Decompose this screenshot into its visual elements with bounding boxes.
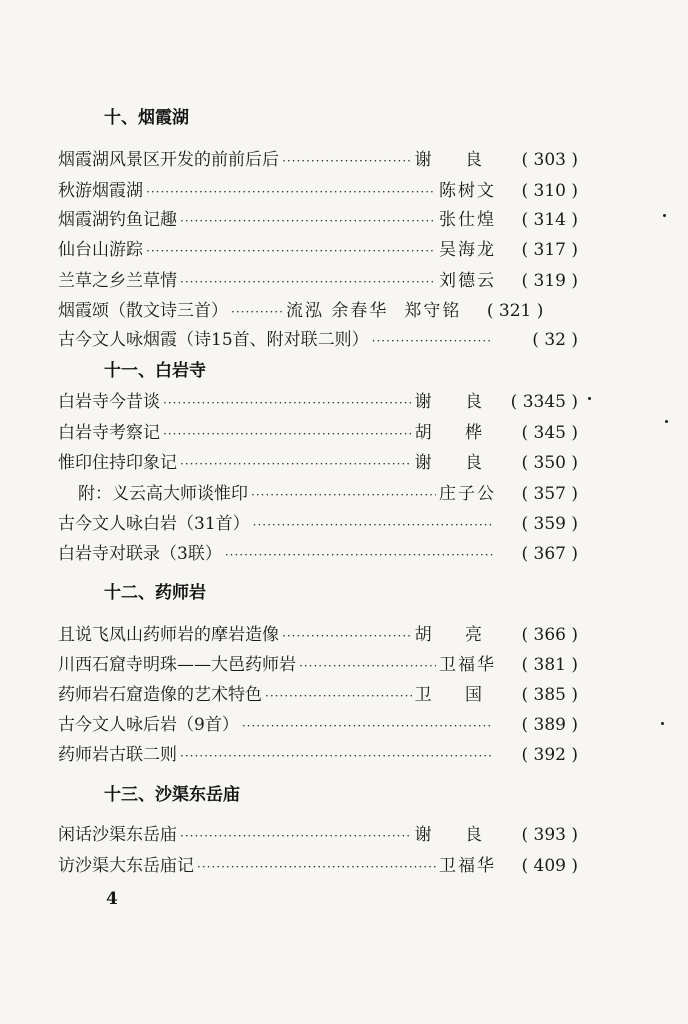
entry-title: 川西石窟寺明珠——大邑药师岩 xyxy=(58,655,296,675)
entry-author: 胡 桦 xyxy=(414,423,496,443)
entry-page: ( 381 ) xyxy=(521,655,578,675)
entry-page: ( 350 ) xyxy=(521,453,578,473)
toc-entry xyxy=(58,680,578,704)
entry-title: 闲话沙渠东岳庙 xyxy=(58,825,177,845)
toc-entry xyxy=(58,710,578,734)
toc-entry xyxy=(78,479,578,503)
entry-title: 烟霞湖风景区开发的前前后后 xyxy=(58,150,279,170)
entry-author: 谢 良 xyxy=(414,150,496,170)
section-heading-10: 十、烟霞湖 xyxy=(104,108,189,128)
leader-dots xyxy=(197,860,436,874)
entry-page: ( 389 ) xyxy=(521,715,578,735)
entry-title: 且说飞凤山药师岩的摩岩造像 xyxy=(58,625,279,645)
entry-author: 吴海龙 xyxy=(439,240,496,260)
leader-dots xyxy=(180,457,412,471)
toc-entry xyxy=(58,820,578,844)
entry-author: 陈树文 xyxy=(439,181,496,201)
toc-entry xyxy=(58,740,578,764)
entry-title: 烟霞湖钓鱼记趣 xyxy=(58,210,177,230)
leader-dots xyxy=(282,154,412,168)
toc-entry xyxy=(58,851,578,875)
leader-dots xyxy=(225,548,493,562)
toc-entry xyxy=(58,620,578,644)
entry-author: 卫福华 xyxy=(439,655,496,675)
toc-entry xyxy=(58,418,578,442)
entry-title: 古今文人咏后岩（9首） xyxy=(58,715,239,735)
entry-title: 烟霞颂（散文诗三首） xyxy=(58,301,228,321)
leader-dots xyxy=(282,629,412,643)
entry-author: 胡 亮 xyxy=(414,625,496,645)
entry-title: 访沙渠大东岳庙记 xyxy=(58,856,194,876)
entry-author: 谢 良 xyxy=(414,453,496,473)
leader-dots xyxy=(251,488,436,502)
entry-page: ( 3345 ) xyxy=(510,392,578,412)
scan-speck xyxy=(663,214,666,217)
toc-entry xyxy=(58,325,578,349)
entry-author: 刘德云 xyxy=(439,271,496,291)
entry-author: 卫福华 xyxy=(439,856,496,876)
toc-entry xyxy=(58,448,578,472)
leader-dots xyxy=(372,334,493,348)
toc-entry xyxy=(58,205,578,229)
entry-title: 古今文人咏烟霞（诗15首、附对联二则） xyxy=(58,330,369,350)
leader-dots xyxy=(299,659,436,673)
leader-dots xyxy=(163,396,412,410)
leader-dots xyxy=(180,214,436,228)
section-heading-11: 十一、白岩寺 xyxy=(104,361,206,381)
leader-dots xyxy=(146,185,436,199)
leader-dots xyxy=(163,427,412,441)
entry-title: 惟印住持印象记 xyxy=(58,453,177,473)
entry-author: 张仕煌 xyxy=(439,210,496,230)
entry-page: ( 345 ) xyxy=(521,423,578,443)
entry-page: ( 319 ) xyxy=(521,271,578,291)
entry-title: 附：义云高大师谈惟印 xyxy=(78,484,248,504)
entry-page: ( 310 ) xyxy=(521,181,578,201)
entry-author: 郑守铭 xyxy=(404,301,462,321)
toc-entry xyxy=(58,387,578,411)
entry-title: 药师岩古联二则 xyxy=(58,745,177,765)
entry-title: 药师岩石窟造像的艺术特色 xyxy=(58,685,262,705)
entry-page: ( 314 ) xyxy=(521,210,578,230)
entry-author: 庄子公 xyxy=(439,484,496,504)
entry-title: 白岩寺今昔谈 xyxy=(58,392,160,412)
entry-title: 白岩寺考察记 xyxy=(58,423,160,443)
section-heading-13: 十三、沙渠东岳庙 xyxy=(104,785,240,805)
entry-page: ( 392 ) xyxy=(521,745,578,765)
entry-page: ( 367 ) xyxy=(521,544,578,564)
entry-page: ( 393 ) xyxy=(521,825,578,845)
entry-page: ( 366 ) xyxy=(521,625,578,645)
entry-title: 兰草之乡兰草情 xyxy=(58,271,177,291)
leader-dots xyxy=(265,689,412,703)
leader-dots xyxy=(180,829,412,843)
toc-entry xyxy=(58,650,578,674)
entry-page: ( 409 ) xyxy=(521,856,578,876)
toc-entry xyxy=(58,235,578,259)
scan-speck xyxy=(588,397,591,400)
leader-dots xyxy=(180,749,493,763)
toc-entry xyxy=(58,266,578,290)
leader-dots xyxy=(146,244,436,258)
entry-page: ( 359 ) xyxy=(521,514,578,534)
entry-page: ( 385 ) xyxy=(521,685,578,705)
section-heading-12: 十二、药师岩 xyxy=(104,583,206,603)
toc-entry xyxy=(58,296,578,320)
entry-page: ( 32 ) xyxy=(532,330,578,350)
entry-coauthors: 流泓 余春华 xyxy=(286,301,389,321)
entry-author: 谢 良 xyxy=(414,825,496,845)
leader-dots xyxy=(180,275,436,289)
entry-title: 古今文人咏白岩（31首） xyxy=(58,514,250,534)
toc-entry xyxy=(58,539,578,563)
entry-author: 卫 国 xyxy=(414,685,496,705)
leader-dots xyxy=(231,305,283,319)
entry-title: 白岩寺对联录（3联） xyxy=(58,544,222,564)
entry-page: ( 357 ) xyxy=(521,484,578,504)
toc-entry xyxy=(58,509,578,533)
entry-title: 仙台山游踪 xyxy=(58,240,143,260)
leader-dots xyxy=(253,518,493,532)
leader-dots xyxy=(242,719,493,733)
toc-entry xyxy=(58,145,578,169)
toc-entry xyxy=(58,176,578,200)
entry-title: 秋游烟霞湖 xyxy=(58,181,143,201)
entry-page: ( 321 ) xyxy=(486,301,544,321)
entry-page: ( 317 ) xyxy=(521,240,578,260)
entry-author: 谢 良 xyxy=(414,392,496,412)
scan-speck xyxy=(661,722,664,725)
scan-speck xyxy=(665,420,668,423)
entry-page: ( 303 ) xyxy=(521,150,578,170)
page-number: 4 xyxy=(106,889,118,909)
